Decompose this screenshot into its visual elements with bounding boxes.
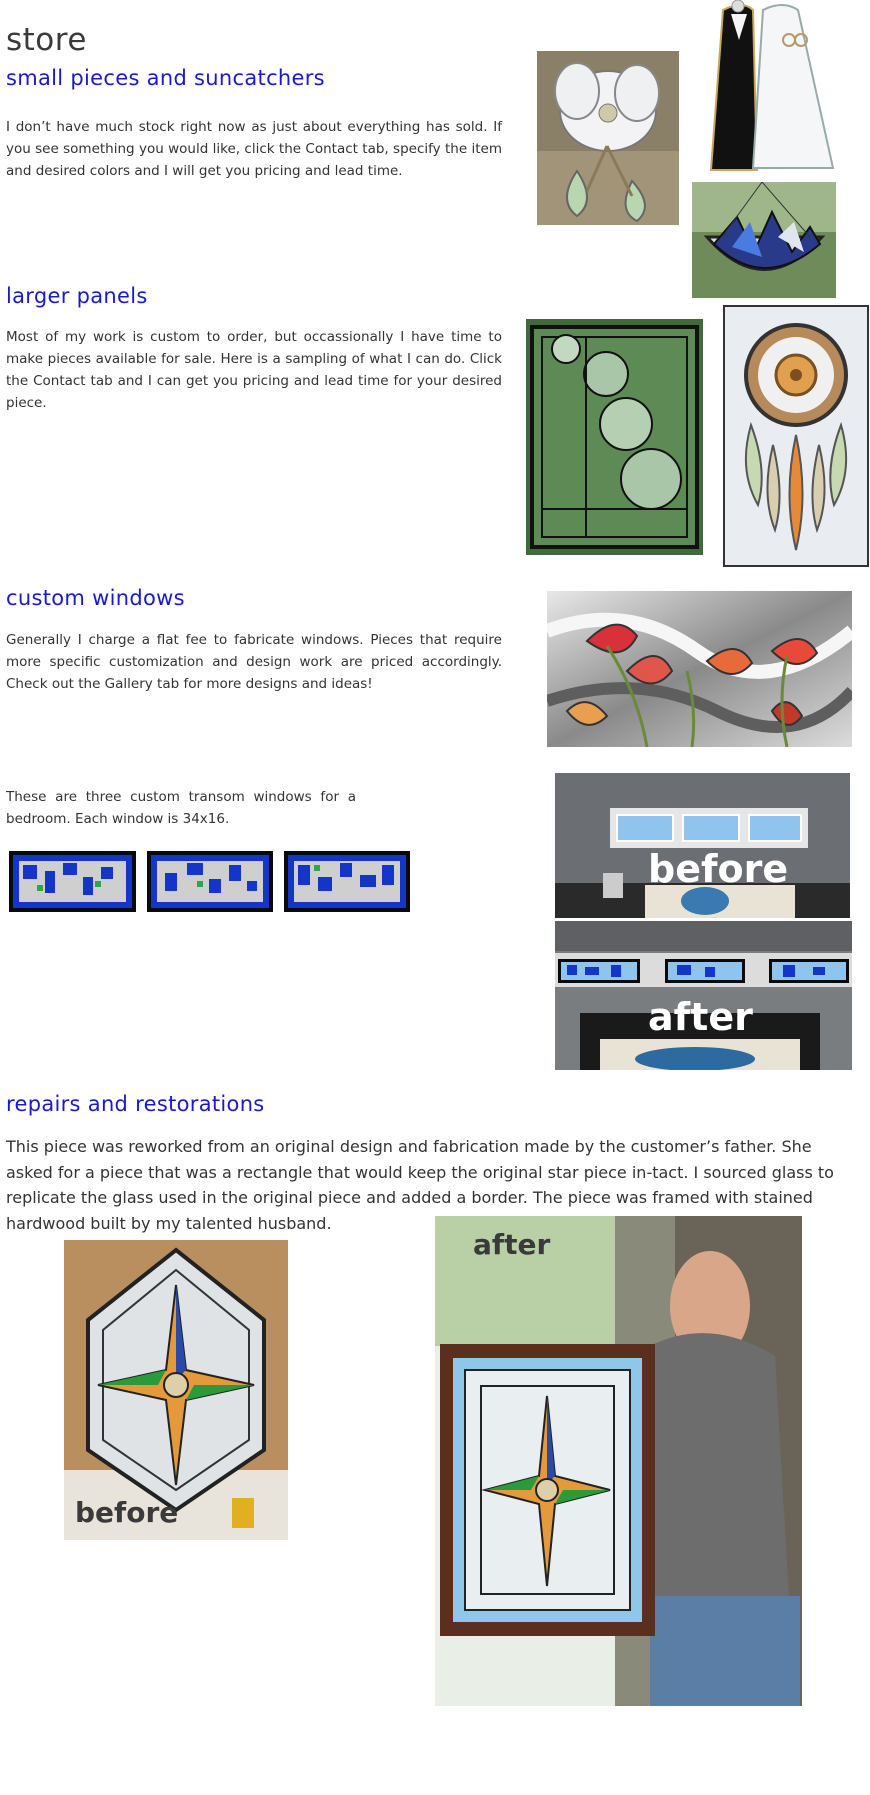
- transom-text: These are three custom transom windows for a bedroom. Each window is 34x16.: [6, 789, 356, 827]
- section-heading-custom-windows: custom windows: [6, 586, 185, 610]
- bedroom-before-image[interactable]: [555, 773, 850, 918]
- after-label: after: [648, 995, 753, 1039]
- small-pieces-text: I don’t have much stock right now as just about everything has sold. If you see something you would like, click the Contact tab, specify the item and desired colors and I will get you pricing and lead time.: [6, 119, 502, 179]
- red-flowers-window-image[interactable]: [547, 591, 852, 747]
- section-heading-repairs: repairs and restorations: [6, 1092, 265, 1116]
- bride-groom-suncatcher-image[interactable]: [693, 0, 843, 174]
- star-piece-before-image[interactable]: [64, 1240, 288, 1540]
- larger-panels-text: Most of my work is custom to order, but occassionally I have time to make pieces available for sale. Here is a sampling of what I can do. Click the Contact tab and I can get you pricing and lead time for your desired piece.: [6, 329, 502, 411]
- custom-windows-text: Generally I charge a flat fee to fabricate windows. Pieces that require more specific customization and design work are priced accordingly. Check out the Gallery tab for more designs and ideas!: [6, 632, 502, 692]
- before-label: before: [648, 847, 789, 891]
- mountain-suncatcher-image[interactable]: [692, 182, 836, 298]
- page-title: store: [6, 22, 87, 58]
- clear-glass-panel-image[interactable]: [526, 319, 703, 555]
- section-heading-small-pieces: small pieces and suncatchers: [6, 66, 325, 90]
- bedroom-after-image[interactable]: [555, 921, 852, 1070]
- repair-after-label: after: [473, 1228, 551, 1261]
- section-heading-larger-panels: larger panels: [6, 284, 148, 308]
- transom-window-image-3[interactable]: [284, 851, 410, 912]
- magnolia-suncatcher-image[interactable]: [537, 51, 679, 225]
- repairs-text: This piece was reworked from an original design and fabrication made by the customer’s father. She asked for a piece that was a rectangle that would keep the original star piece in-tact. I sourced glass to replicate the glass used in the original piece and added a border. The piece was framed with stained hardwood built by my talented husband.: [6, 1137, 834, 1233]
- transom-window-image-1[interactable]: [9, 851, 136, 912]
- star-piece-after-image[interactable]: [435, 1216, 802, 1706]
- dreamcatcher-panel-image[interactable]: [723, 305, 869, 567]
- repair-before-label: before: [75, 1496, 179, 1529]
- transom-window-image-2[interactable]: [147, 851, 273, 912]
